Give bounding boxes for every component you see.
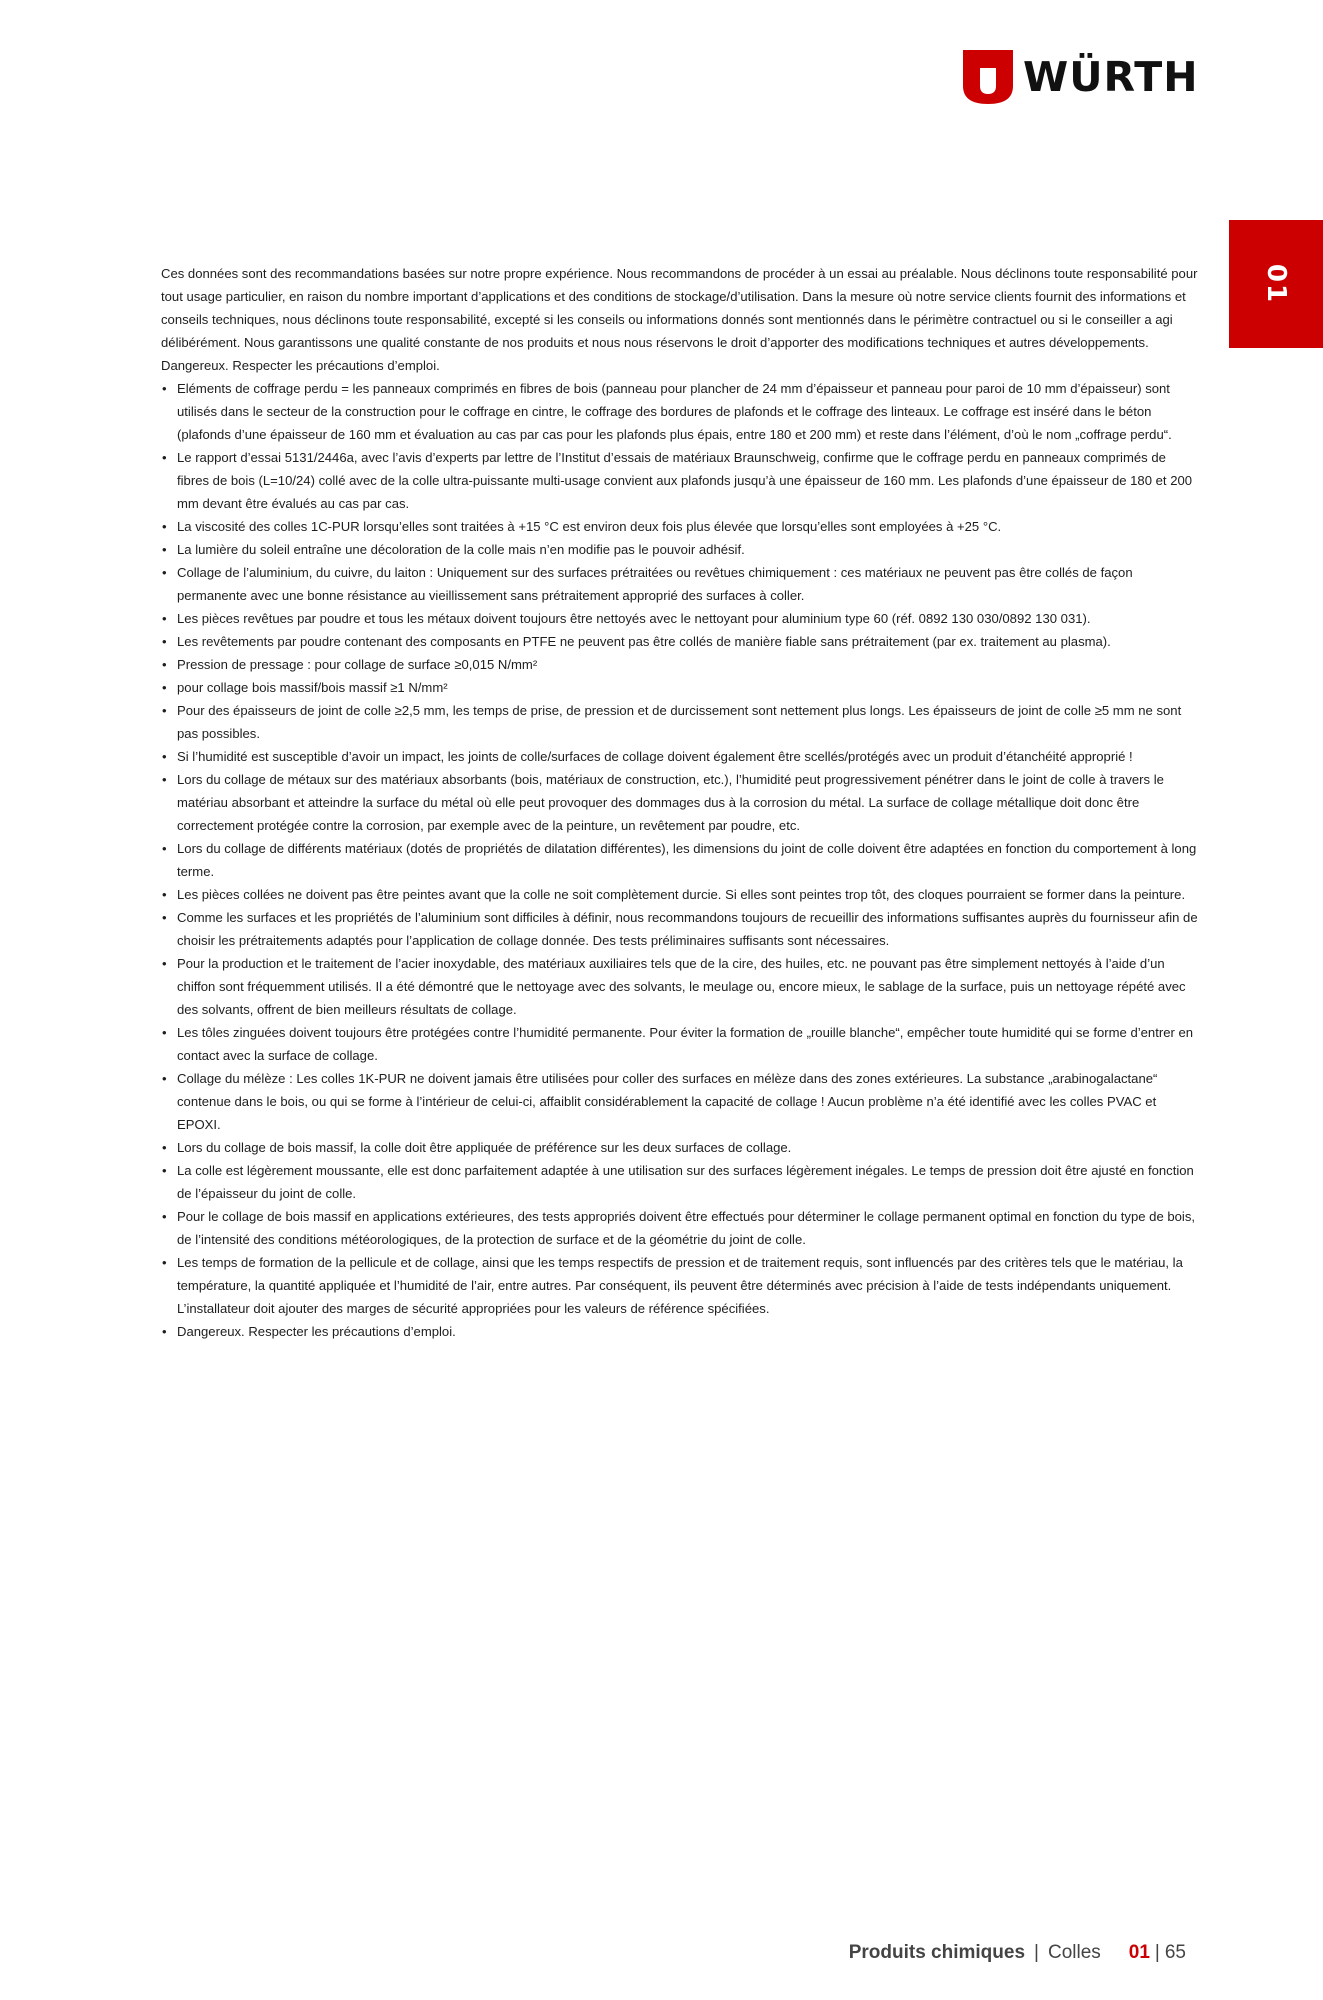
main-content <box>161 262 1201 1343</box>
list-item: • Les pièces collées ne doivent pas être peintes avant que la colle ne soit complètement durcie. Si elles sont peintes trop tôt, des cloques pourraient se former dans la peinture. <box>161 883 1201 906</box>
notes-list <box>161 377 1201 1343</box>
list-item: • Les revêtements par poudre contenant des composants en PTFE ne peuvent pas être collés de manière fiable sans prétraitement (par ex. traitement au plasma). <box>161 630 1201 653</box>
footer-separator: | <box>1034 1942 1039 1963</box>
wurth-emblem-icon <box>963 50 1013 104</box>
list-item: • Les tôles zinguées doivent toujours être protégées contre l’humidité permanente. Pour éviter la formation de „rouille blanche“, empêcher toute humidité qui se forme d’entrer en contact avec la surface de collage. <box>161 1021 1201 1067</box>
list-item: • Pour la production et le traitement de l’acier inoxydable, des matériaux auxiliaires tels que de la cire, des huiles, etc. ne pouvant pas être simplement nettoyés à l’aide d’un chiffon sont fréquemment utilisés. Il a été démontré que le nettoyage avec des solvants, le meulage ou, encore mieux, le sablage de la surface, puis un nettoyage répété avec des solvants, offrent de bien meilleurs résultats de collage. <box>161 952 1201 1021</box>
list-item: • Comme les surfaces et les propriétés de l’aluminium sont difficiles à définir, nous recommandons toujours de recueillir des informations suffisantes auprès du fournisseur afin de choisir les prétraitements adaptés pour l’application de collage donnée. Des tests préliminaires suffisants sont nécessaires. <box>161 906 1201 952</box>
footer-topic: Colles <box>1047 1942 1101 1963</box>
list-item: • Pression de pressage : pour collage de surface ≥0,015 N/mm² <box>161 653 1201 676</box>
footer-chapter: 01 <box>1128 1942 1150 1963</box>
page-footer <box>849 1942 1186 1964</box>
list-item: • Pour des épaisseurs de joint de colle ≥2,5 mm, les temps de prise, de pression et de durcissement sont nettement plus longs. Les épaisseurs de joint de colle ≥5 mm ne sont pas possibles. <box>161 699 1201 745</box>
footer-section: Produits chimiques <box>848 1942 1026 1963</box>
list-item: • Pour le collage de bois massif en applications extérieures, des tests appropriés doivent être effectués pour déterminer le collage permanent optimal en fonction du type de bois, de l’intensité des conditions météorologiques, de la protection de surface et de la géométrie du joint de colle. <box>161 1205 1201 1251</box>
list-item: • Lors du collage de métaux sur des matériaux absorbants (bois, matériaux de construction, etc.), l’humidité peut progressivement pénétrer dans le joint de colle à travers le matériau absorbant et atteindre la surface du métal où elle peut provoquer des dommages dus à la corrosion du métal. La surface de collage métallique doit donc être correctement protégée contre la corrosion, par exemple avec de la peinture, un revêtement par poudre, etc. <box>161 768 1201 837</box>
list-item: • Les temps de formation de la pellicule et de collage, ainsi que les temps respectifs de pression et de traitement requis, sont influencés par des critères tels que le matériau, la température, la quantité appliquée et l’humidité de l’air, entre autres. Par conséquent, ils peuvent être déterminés avec précision à l’aide de tests indépendants uniquement. L’installateur doit ajouter des marges de sécurité appropriées pour les valeurs de référence spécifiées. <box>161 1251 1201 1320</box>
intro-paragraph: Ces données sont des recommandations basées sur notre propre expérience. Nous recommandons de procéder à un essai au préalable. Nous déclinons toute responsabilité pour tout usage particulier, en raison du nombre important d’applications et des conditions de stockage/d’utilisation. Dans la mesure où notre service clients fournit des informations et conseils techniques, nous déclinons toute responsabilité, excepté si les conseils ou informations donnés sont mentionnés dans le périmètre contractuel ou si le conseiller a agi délibérément. Nous garantissons une qualité constante de nos produits et nous nous réservons le droit d’apporter des modifications techniques et autres développements. <box>161 266 1198 350</box>
brand-name: WÜRTH <box>1023 52 1199 101</box>
chapter-tab-label: 01 <box>1261 263 1291 305</box>
wurth-logo <box>963 50 1199 104</box>
danger-notice: Dangereux. Respecter les précautions d’emploi. <box>161 358 440 373</box>
chapter-tab[interactable] <box>1229 220 1323 348</box>
list-item: • Le rapport d’essai 5131/2446a, avec l’avis d’experts par lettre de l’Institut d’essais de matériaux Braunschweig, confirme que le coffrage perdu en panneaux comprimés de fibres de bois (L=10/24) collé avec de la colle ultra-puissante multi-usage convient aux plafonds jusqu’à une épaisseur de 160 mm. Les plafonds d’une épaisseur de 180 et 200 mm devant être évalués au cas par cas. <box>161 446 1201 515</box>
list-item: • Si l’humidité est susceptible d’avoir un impact, les joints de colle/surfaces de collage doivent également être scellés/protégés avec un produit d’étanchéité approprié ! <box>161 745 1201 768</box>
list-item: • Lors du collage de bois massif, la colle doit être appliquée de préférence sur les deux surfaces de collage. <box>161 1136 1201 1159</box>
page-number: 65 <box>1164 1942 1186 1963</box>
list-item: • Lors du collage de différents matériaux (dotés de propriétés de dilatation différentes), les dimensions du joint de colle doivent être adaptées en fonction du comportement à long terme. <box>161 837 1201 883</box>
list-item: • La lumière du soleil entraîne une décoloration de la colle mais n’en modifie pas le pouvoir adhésif. <box>161 538 1201 561</box>
list-item: • pour collage bois massif/bois massif ≥1 N/mm² <box>161 676 1201 699</box>
list-item: • Les pièces revêtues par poudre et tous les métaux doivent toujours être nettoyés avec le nettoyant pour aluminium type 60 (réf. 0892 130 030/0892 130 031). <box>161 607 1201 630</box>
list-item: • Dangereux. Respecter les précautions d’emploi. <box>161 1320 1201 1343</box>
list-item: • Collage de l’aluminium, du cuivre, du laiton : Uniquement sur des surfaces prétraitées ou revêtues chimiquement : ces matériaux ne peuvent pas être collés de façon permanente avec une bonne résistance au vieillissement sans prétraitement approprié des surfaces à coller. <box>161 561 1201 607</box>
list-item: • La colle est légèrement moussante, elle est donc parfaitement adaptée à une utilisation sur des surfaces légèrement inégales. Le temps de pression doit être ajusté en fonction de l’épaisseur du joint de colle. <box>161 1159 1201 1205</box>
list-item: • Collage du mélèze : Les colles 1K-PUR ne doivent jamais être utilisées pour coller des surfaces en mélèze dans des zones extérieures. La substance „arabinogalactane“ contenue dans le bois, ou qui se forme à l’intérieur de celui-ci, affaiblit considérablement la capacité de collage ! Aucun problème n’a été identifié avec les colles PVAC et EPOXI. <box>161 1067 1201 1136</box>
footer-page-separator: | <box>1154 1942 1160 1963</box>
list-item: • Eléments de coffrage perdu = les panneaux comprimés en fibres de bois (panneau pour plancher de 24 mm d’épaisseur et panneau pour paroi de 10 mm d’épaisseur) sont utilisés dans le secteur de la construction pour le coffrage en cintre, le coffrage des bordures de plafonds et le coffrage des linteaux. Le coffrage est inséré dans le béton (plafonds d’une épaisseur de 160 mm et évaluation au cas par cas pour les plafonds plus épais, entre 180 et 200 mm) et reste dans l’élément, d’où le nom „coffrage perdu“. <box>161 377 1201 446</box>
list-item: • La viscosité des colles 1C-PUR lorsqu’elles sont traitées à +15 °C est environ deux fois plus élevée que lorsqu’elles sont employées à +25 °C. <box>161 515 1201 538</box>
